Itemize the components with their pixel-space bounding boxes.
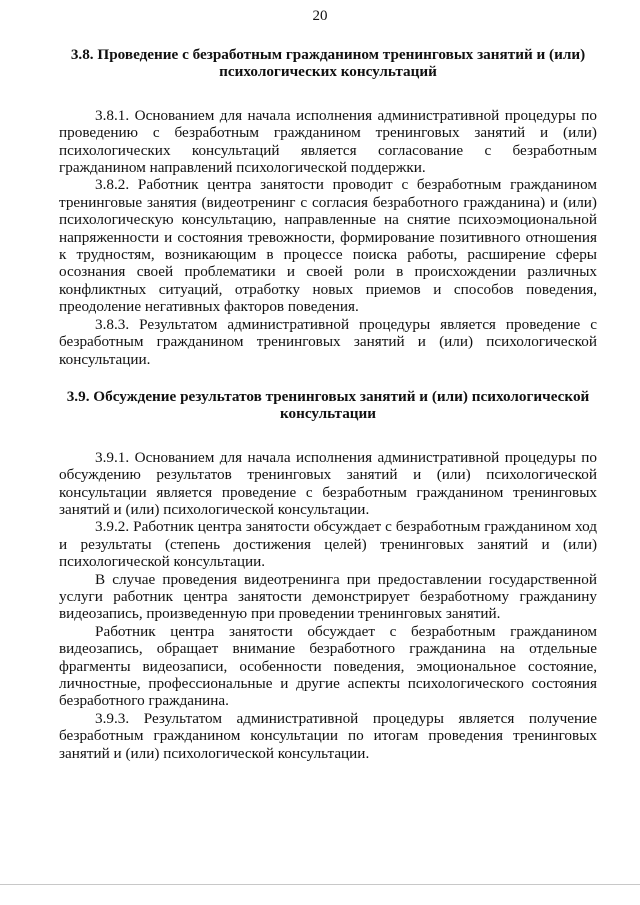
paragraph-3-9-1: 3.9.1. Основанием для начала исполнения административной процедуры по обсуждению результатов тренинговых занятий и (или) психологической консультации является проведение с безработным гражданином тренинговых занятий и (или) психологической консультации. (59, 448, 597, 518)
paragraph-3-9-2-video: В случае проведения видеотренинга при предоставлении государственной услуги работник центра занятости демонстрирует безработному гражданину видеозапись, произведенную при проведении тренинговых занятий. (59, 570, 597, 623)
paragraph-3-9-3: 3.9.3. Результатом административной процедуры является получение безработным гражданином консультации по итогам проведения тренинговых занятий и (или) психологической консультации. (59, 709, 597, 762)
paragraph-3-8-1: 3.8.1. Основанием для начала исполнения административной процедуры по проведению с безработным гражданином тренинговых занятий и (или) психологических консультаций является согласование с безработным гражданином направлений психологической поддержки. (59, 106, 597, 177)
paragraph-3-9-2-discussion: Работник центра занятости обсуждает с безработным гражданином видеозапись, обращает внимание безработного гражданина на отдельные фрагменты видеозаписи, особенности поведения, эмоциональное состояние, личностные, профессиональные и другие аспекты психологического состояния безработного гражданина. (59, 622, 597, 710)
page-bottom-rule (0, 884, 640, 885)
paragraph-3-9-2: 3.9.2. Работник центра занятости обсуждает с безработным гражданином ход и результаты (степень достижения целей) тренинговых занятий и (или) психологической консультации. (59, 518, 597, 571)
paragraph-3-8-2: 3.8.2. Работник центра занятости проводит с безработным гражданином тренинговые занятия (видеотренинг с согласия безработного гражданина) и (или) психологическую консультацию, направленные на снятие психоэмоциональной напряженности и состояния тревожности, формирование позитивного отношения к трудностям, возникающим в процессе поиска работы, расширение сферы осознания своей проблематики и своей роли в происхождении различных конфликтных ситуаций, отработку новых приемов и способов поведения, преодоление негативных факторов поведения. (59, 176, 597, 316)
document-body (59, 46, 597, 762)
paragraph-3-8-3: 3.8.3. Результатом административной процедуры является проведение с безработным гражданином тренинговых занятий и (или) психологической консультации. (59, 315, 597, 368)
section-heading-3-8: 3.8. Проведение с безработным гражданином тренинговых занятий и (или) психологических консультаций (70, 46, 586, 81)
page-number: 20 (312, 8, 328, 24)
section-heading-3-9: 3.9. Обсуждение результатов тренинговых занятий и (или) психологической консультации (66, 387, 590, 423)
